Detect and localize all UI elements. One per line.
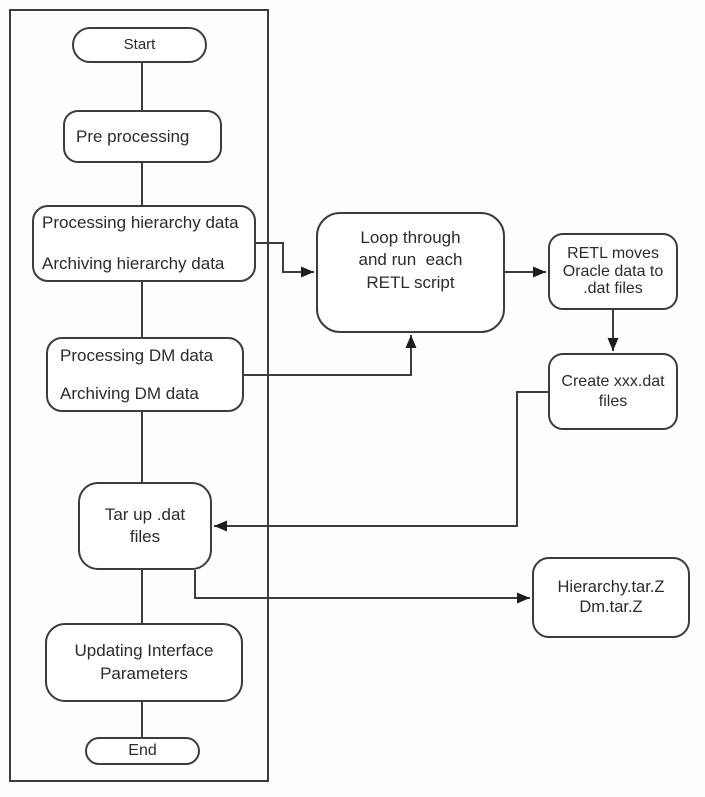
node-end: [85, 737, 200, 765]
node-hierarchy-line-1: Processing hierarchy data: [42, 213, 239, 232]
node-retl-line-1: RETL moves: [567, 244, 659, 262]
node-loop-line-1: Loop through: [360, 228, 461, 247]
node-create-xxx-dat-files: [548, 353, 678, 430]
node-dm-line-1: Processing DM data: [60, 346, 214, 365]
node-loop-line-3: RETL script: [366, 272, 455, 292]
node-create-line-1: Create xxx.dat: [561, 373, 665, 391]
node-start: [72, 27, 207, 63]
node-dm-data: [46, 337, 244, 412]
node-dm-line-2: Archiving DM data: [60, 383, 199, 403]
node-tar-line-2: files: [129, 527, 161, 546]
node-loop-retl-script: [316, 212, 505, 333]
node-hierarchy-data: [32, 205, 256, 282]
node-end-label: End: [128, 742, 157, 759]
node-upd-line-1: Updating Interface: [74, 641, 214, 661]
node-hierarchy-tar-z: [532, 557, 690, 638]
node-upd-line-2: Parameters: [100, 663, 188, 683]
node-create-line-2: files: [598, 392, 628, 410]
node-pre-processing-label: Pre processing: [76, 126, 190, 146]
node-tar-up-dat-files: [78, 482, 212, 570]
node-tar-line-1: Tar up .dat: [104, 504, 186, 524]
node-retl-line-2: Oracle data to: [562, 262, 664, 280]
node-tarz-line-2: Dm.tar.Z: [579, 597, 643, 616]
node-updating-interface-parameters: [45, 623, 243, 702]
node-hierarchy-line-2: Archiving hierarchy data: [42, 253, 225, 273]
node-start-label: Start: [123, 35, 156, 53]
node-tarz-line-1: Hierarchy.tar.Z: [557, 577, 665, 596]
node-loop-line-2: and run each: [358, 250, 463, 270]
node-pre-processing: [63, 110, 222, 163]
node-retl-moves-oracle-data: [548, 233, 678, 310]
edge-dm-loop: [244, 335, 411, 375]
node-retl-line-3: .dat files: [583, 280, 643, 298]
